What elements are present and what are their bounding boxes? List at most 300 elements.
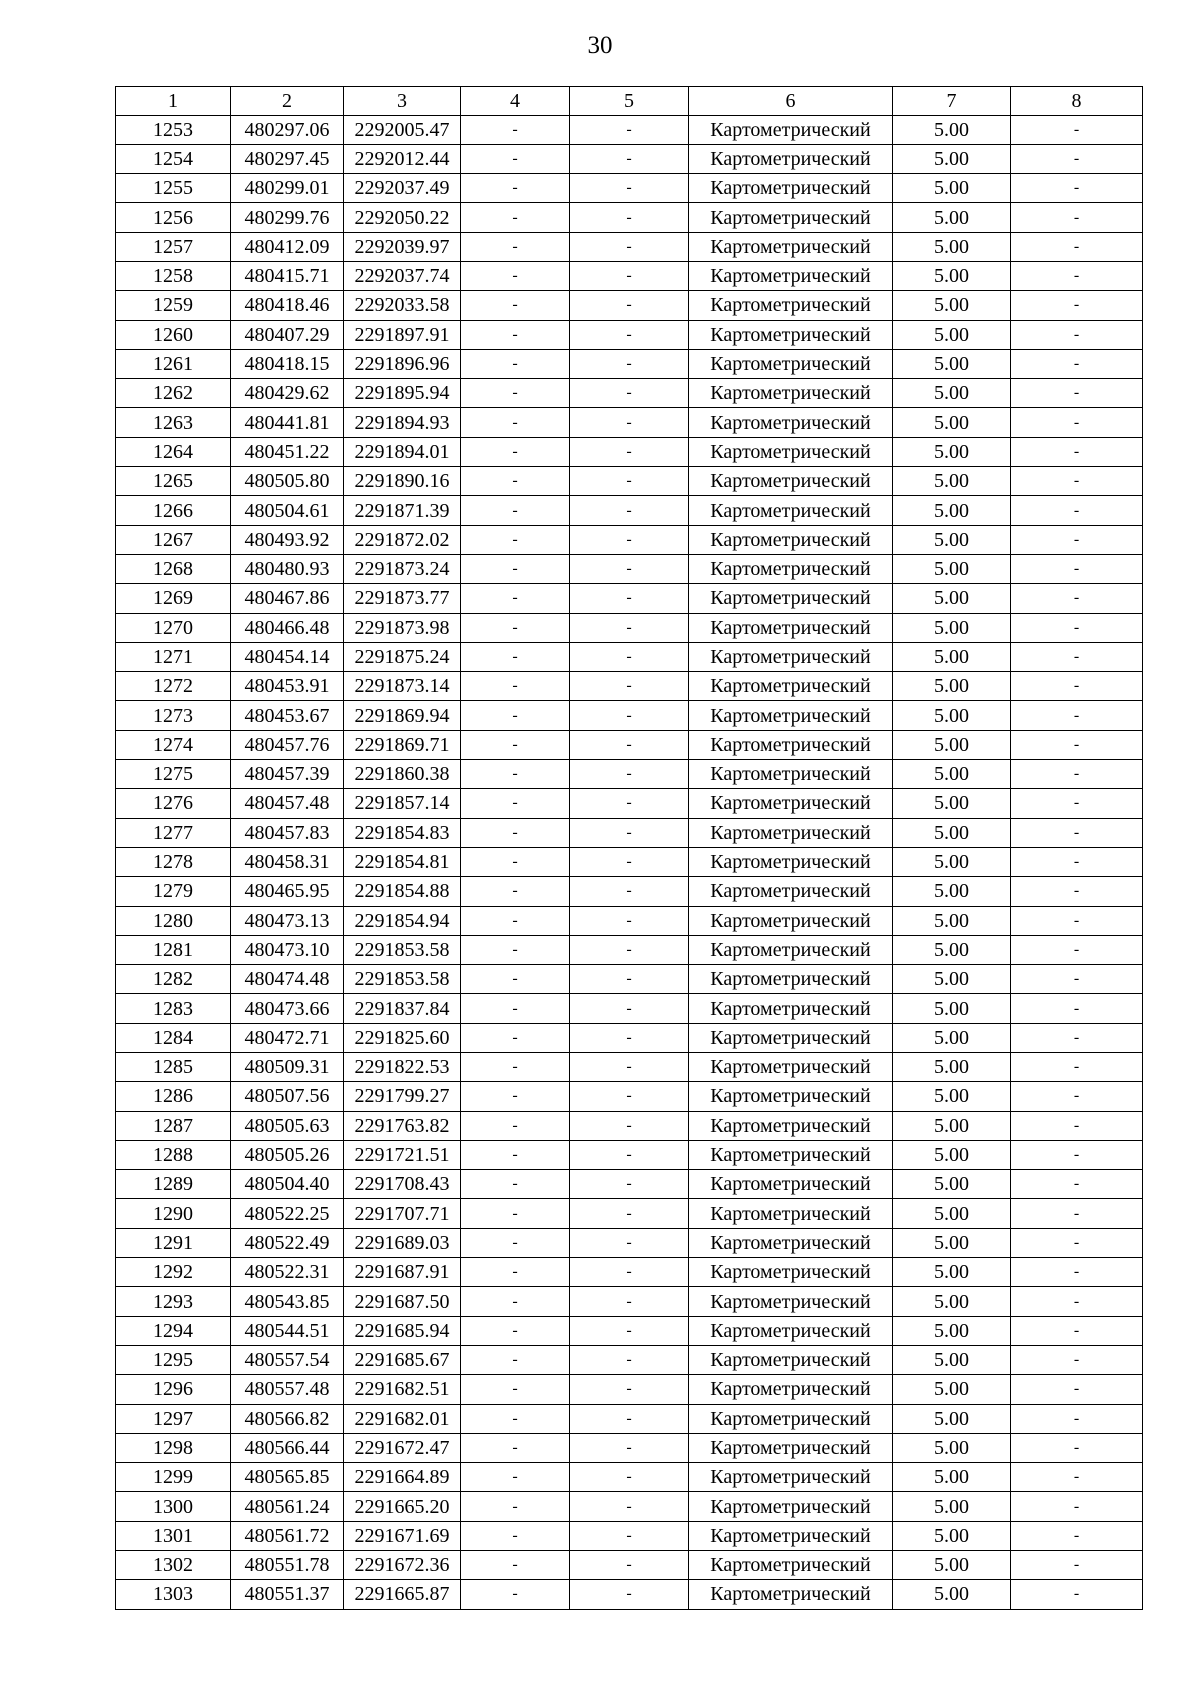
method-cell: Картометрический bbox=[689, 935, 893, 964]
table-row bbox=[116, 408, 1143, 437]
method-cell: Картометрический bbox=[689, 291, 893, 320]
column-8-cell: - bbox=[1011, 1463, 1143, 1492]
accuracy-cell: 5.00 bbox=[893, 144, 1011, 173]
point-number-cell: 1262 bbox=[116, 379, 231, 408]
column-5-cell: - bbox=[570, 232, 689, 261]
method-cell: Картометрический bbox=[689, 1580, 893, 1609]
accuracy-cell: 5.00 bbox=[893, 1375, 1011, 1404]
column-5-cell: - bbox=[570, 672, 689, 701]
column-8-cell: - bbox=[1011, 877, 1143, 906]
x-coordinate-cell: 480504.61 bbox=[231, 496, 344, 525]
accuracy-cell: 5.00 bbox=[893, 1287, 1011, 1316]
column-8-cell: - bbox=[1011, 408, 1143, 437]
accuracy-cell: 5.00 bbox=[893, 408, 1011, 437]
x-coordinate-cell: 480566.44 bbox=[231, 1433, 344, 1462]
y-coordinate-cell: 2291875.24 bbox=[344, 642, 461, 671]
x-coordinate-cell: 480472.71 bbox=[231, 1023, 344, 1052]
accuracy-cell: 5.00 bbox=[893, 349, 1011, 378]
table-row bbox=[116, 965, 1143, 994]
y-coordinate-cell: 2291825.60 bbox=[344, 1023, 461, 1052]
column-8-cell: - bbox=[1011, 1170, 1143, 1199]
column-4-cell: - bbox=[461, 291, 570, 320]
column-8-cell: - bbox=[1011, 584, 1143, 613]
column-4-cell: - bbox=[461, 437, 570, 466]
column-4-cell: - bbox=[461, 1082, 570, 1111]
accuracy-cell: 5.00 bbox=[893, 1521, 1011, 1550]
column-8-cell: - bbox=[1011, 701, 1143, 730]
column-5-cell: - bbox=[570, 379, 689, 408]
x-coordinate-cell: 480297.45 bbox=[231, 144, 344, 173]
accuracy-cell: 5.00 bbox=[893, 965, 1011, 994]
table-row bbox=[116, 613, 1143, 642]
method-cell: Картометрический bbox=[689, 1463, 893, 1492]
accuracy-cell: 5.00 bbox=[893, 437, 1011, 466]
x-coordinate-cell: 480457.76 bbox=[231, 730, 344, 759]
column-5-cell: - bbox=[570, 1170, 689, 1199]
y-coordinate-cell: 2291689.03 bbox=[344, 1228, 461, 1257]
y-coordinate-cell: 2291822.53 bbox=[344, 1053, 461, 1082]
x-coordinate-cell: 480509.31 bbox=[231, 1053, 344, 1082]
point-number-cell: 1285 bbox=[116, 1053, 231, 1082]
accuracy-cell: 5.00 bbox=[893, 174, 1011, 203]
column-8-cell: - bbox=[1011, 115, 1143, 144]
accuracy-cell: 5.00 bbox=[893, 847, 1011, 876]
y-coordinate-cell: 2291687.50 bbox=[344, 1287, 461, 1316]
column-8-cell: - bbox=[1011, 496, 1143, 525]
table-row bbox=[116, 994, 1143, 1023]
column-5-cell: - bbox=[570, 144, 689, 173]
table-row bbox=[116, 1199, 1143, 1228]
method-cell: Картометрический bbox=[689, 1316, 893, 1345]
point-number-cell: 1271 bbox=[116, 642, 231, 671]
y-coordinate-cell: 2291664.89 bbox=[344, 1463, 461, 1492]
column-5-cell: - bbox=[570, 1082, 689, 1111]
accuracy-cell: 5.00 bbox=[893, 467, 1011, 496]
y-coordinate-cell: 2291853.58 bbox=[344, 965, 461, 994]
column-8-cell: - bbox=[1011, 1287, 1143, 1316]
column-8-cell: - bbox=[1011, 1053, 1143, 1082]
column-5-cell: - bbox=[570, 261, 689, 290]
table-row bbox=[116, 730, 1143, 759]
point-number-cell: 1265 bbox=[116, 467, 231, 496]
method-cell: Картометрический bbox=[689, 1345, 893, 1374]
column-4-cell: - bbox=[461, 1228, 570, 1257]
method-cell: Картометрический bbox=[689, 1023, 893, 1052]
method-cell: Картометрический bbox=[689, 1053, 893, 1082]
column-4-cell: - bbox=[461, 232, 570, 261]
method-cell: Картометрический bbox=[689, 760, 893, 789]
point-number-cell: 1267 bbox=[116, 525, 231, 554]
point-number-cell: 1287 bbox=[116, 1111, 231, 1140]
table-row bbox=[116, 1111, 1143, 1140]
point-number-cell: 1291 bbox=[116, 1228, 231, 1257]
method-cell: Картометрический bbox=[689, 1404, 893, 1433]
point-number-cell: 1284 bbox=[116, 1023, 231, 1052]
column-8-cell: - bbox=[1011, 789, 1143, 818]
y-coordinate-cell: 2291857.14 bbox=[344, 789, 461, 818]
method-cell: Картометрический bbox=[689, 818, 893, 847]
table-row bbox=[116, 1521, 1143, 1550]
column-5-cell: - bbox=[570, 847, 689, 876]
point-number-cell: 1275 bbox=[116, 760, 231, 789]
x-coordinate-cell: 480441.81 bbox=[231, 408, 344, 437]
y-coordinate-cell: 2292037.49 bbox=[344, 174, 461, 203]
column-4-cell: - bbox=[461, 115, 570, 144]
column-8-cell: - bbox=[1011, 1023, 1143, 1052]
column-4-cell: - bbox=[461, 1521, 570, 1550]
table-row bbox=[116, 291, 1143, 320]
table-row bbox=[116, 906, 1143, 935]
method-cell: Картометрический bbox=[689, 144, 893, 173]
column-8-cell: - bbox=[1011, 818, 1143, 847]
column-4-cell: - bbox=[461, 1258, 570, 1287]
accuracy-cell: 5.00 bbox=[893, 642, 1011, 671]
column-4-cell: - bbox=[461, 144, 570, 173]
column-5-cell: - bbox=[570, 467, 689, 496]
accuracy-cell: 5.00 bbox=[893, 261, 1011, 290]
column-5-cell: - bbox=[570, 613, 689, 642]
point-number-cell: 1299 bbox=[116, 1463, 231, 1492]
method-cell: Картометрический bbox=[689, 584, 893, 613]
column-header-8: 8 bbox=[1011, 87, 1143, 116]
method-cell: Картометрический bbox=[689, 496, 893, 525]
x-coordinate-cell: 480551.37 bbox=[231, 1580, 344, 1609]
table-row bbox=[116, 1580, 1143, 1609]
accuracy-cell: 5.00 bbox=[893, 291, 1011, 320]
x-coordinate-cell: 480561.72 bbox=[231, 1521, 344, 1550]
column-header-1: 1 bbox=[116, 87, 231, 116]
table-row bbox=[116, 144, 1143, 173]
column-4-cell: - bbox=[461, 1404, 570, 1433]
point-number-cell: 1261 bbox=[116, 349, 231, 378]
table-row bbox=[116, 1551, 1143, 1580]
point-number-cell: 1255 bbox=[116, 174, 231, 203]
column-4-cell: - bbox=[461, 554, 570, 583]
column-4-cell: - bbox=[461, 1375, 570, 1404]
point-number-cell: 1297 bbox=[116, 1404, 231, 1433]
table-row bbox=[116, 115, 1143, 144]
column-8-cell: - bbox=[1011, 1258, 1143, 1287]
column-5-cell: - bbox=[570, 818, 689, 847]
method-cell: Картометрический bbox=[689, 1492, 893, 1521]
column-4-cell: - bbox=[461, 1140, 570, 1169]
table-row bbox=[116, 584, 1143, 613]
table-row bbox=[116, 1404, 1143, 1433]
accuracy-cell: 5.00 bbox=[893, 1170, 1011, 1199]
accuracy-cell: 5.00 bbox=[893, 1258, 1011, 1287]
table-row bbox=[116, 877, 1143, 906]
column-8-cell: - bbox=[1011, 906, 1143, 935]
column-8-cell: - bbox=[1011, 467, 1143, 496]
accuracy-cell: 5.00 bbox=[893, 1140, 1011, 1169]
x-coordinate-cell: 480565.85 bbox=[231, 1463, 344, 1492]
y-coordinate-cell: 2291672.36 bbox=[344, 1551, 461, 1580]
accuracy-cell: 5.00 bbox=[893, 320, 1011, 349]
x-coordinate-cell: 480457.83 bbox=[231, 818, 344, 847]
x-coordinate-cell: 480522.49 bbox=[231, 1228, 344, 1257]
point-number-cell: 1288 bbox=[116, 1140, 231, 1169]
table-row bbox=[116, 1287, 1143, 1316]
method-cell: Картометрический bbox=[689, 320, 893, 349]
accuracy-cell: 5.00 bbox=[893, 232, 1011, 261]
column-8-cell: - bbox=[1011, 1316, 1143, 1345]
point-number-cell: 1292 bbox=[116, 1258, 231, 1287]
column-4-cell: - bbox=[461, 1287, 570, 1316]
point-number-cell: 1301 bbox=[116, 1521, 231, 1550]
column-5-cell: - bbox=[570, 1521, 689, 1550]
table-row bbox=[116, 1258, 1143, 1287]
column-4-cell: - bbox=[461, 847, 570, 876]
y-coordinate-cell: 2291682.51 bbox=[344, 1375, 461, 1404]
column-8-cell: - bbox=[1011, 1492, 1143, 1521]
x-coordinate-cell: 480418.15 bbox=[231, 349, 344, 378]
column-4-cell: - bbox=[461, 613, 570, 642]
column-5-cell: - bbox=[570, 1580, 689, 1609]
column-8-cell: - bbox=[1011, 144, 1143, 173]
column-5-cell: - bbox=[570, 1053, 689, 1082]
column-4-cell: - bbox=[461, 906, 570, 935]
accuracy-cell: 5.00 bbox=[893, 760, 1011, 789]
x-coordinate-cell: 480480.93 bbox=[231, 554, 344, 583]
method-cell: Картометрический bbox=[689, 877, 893, 906]
x-coordinate-cell: 480557.48 bbox=[231, 1375, 344, 1404]
table-row bbox=[116, 1433, 1143, 1462]
column-5-cell: - bbox=[570, 994, 689, 1023]
accuracy-cell: 5.00 bbox=[893, 115, 1011, 144]
y-coordinate-cell: 2291672.47 bbox=[344, 1433, 461, 1462]
method-cell: Картометрический bbox=[689, 1170, 893, 1199]
column-8-cell: - bbox=[1011, 730, 1143, 759]
column-4-cell: - bbox=[461, 1023, 570, 1052]
method-cell: Картометрический bbox=[689, 1521, 893, 1550]
point-number-cell: 1270 bbox=[116, 613, 231, 642]
accuracy-cell: 5.00 bbox=[893, 554, 1011, 583]
column-8-cell: - bbox=[1011, 994, 1143, 1023]
column-5-cell: - bbox=[570, 965, 689, 994]
accuracy-cell: 5.00 bbox=[893, 379, 1011, 408]
x-coordinate-cell: 480429.62 bbox=[231, 379, 344, 408]
column-8-cell: - bbox=[1011, 1082, 1143, 1111]
method-cell: Картометрический bbox=[689, 1199, 893, 1228]
point-number-cell: 1293 bbox=[116, 1287, 231, 1316]
column-5-cell: - bbox=[570, 789, 689, 818]
y-coordinate-cell: 2292050.22 bbox=[344, 203, 461, 232]
point-number-cell: 1282 bbox=[116, 965, 231, 994]
point-number-cell: 1279 bbox=[116, 877, 231, 906]
table-row bbox=[116, 437, 1143, 466]
table-row bbox=[116, 818, 1143, 847]
method-cell: Картометрический bbox=[689, 174, 893, 203]
table-row bbox=[116, 935, 1143, 964]
x-coordinate-cell: 480544.51 bbox=[231, 1316, 344, 1345]
column-5-cell: - bbox=[570, 174, 689, 203]
column-5-cell: - bbox=[570, 906, 689, 935]
table-row bbox=[116, 232, 1143, 261]
accuracy-cell: 5.00 bbox=[893, 1433, 1011, 1462]
column-header-6: 6 bbox=[689, 87, 893, 116]
method-cell: Картометрический bbox=[689, 1111, 893, 1140]
column-5-cell: - bbox=[570, 1345, 689, 1374]
y-coordinate-cell: 2291685.94 bbox=[344, 1316, 461, 1345]
accuracy-cell: 5.00 bbox=[893, 1316, 1011, 1345]
x-coordinate-cell: 480454.14 bbox=[231, 642, 344, 671]
column-8-cell: - bbox=[1011, 379, 1143, 408]
column-8-cell: - bbox=[1011, 1375, 1143, 1404]
table-row bbox=[116, 1463, 1143, 1492]
table-row bbox=[116, 1375, 1143, 1404]
column-8-cell: - bbox=[1011, 1521, 1143, 1550]
column-5-cell: - bbox=[570, 1551, 689, 1580]
x-coordinate-cell: 480466.48 bbox=[231, 613, 344, 642]
column-8-cell: - bbox=[1011, 437, 1143, 466]
column-4-cell: - bbox=[461, 701, 570, 730]
y-coordinate-cell: 2291894.01 bbox=[344, 437, 461, 466]
x-coordinate-cell: 480457.39 bbox=[231, 760, 344, 789]
table-row bbox=[116, 554, 1143, 583]
y-coordinate-cell: 2291854.83 bbox=[344, 818, 461, 847]
method-cell: Картометрический bbox=[689, 730, 893, 759]
point-number-cell: 1260 bbox=[116, 320, 231, 349]
column-8-cell: - bbox=[1011, 349, 1143, 378]
column-4-cell: - bbox=[461, 1580, 570, 1609]
column-4-cell: - bbox=[461, 965, 570, 994]
y-coordinate-cell: 2292037.74 bbox=[344, 261, 461, 290]
column-8-cell: - bbox=[1011, 554, 1143, 583]
y-coordinate-cell: 2291890.16 bbox=[344, 467, 461, 496]
y-coordinate-cell: 2291869.94 bbox=[344, 701, 461, 730]
table-row bbox=[116, 1082, 1143, 1111]
column-5-cell: - bbox=[570, 730, 689, 759]
column-4-cell: - bbox=[461, 584, 570, 613]
x-coordinate-cell: 480453.67 bbox=[231, 701, 344, 730]
column-5-cell: - bbox=[570, 1140, 689, 1169]
column-4-cell: - bbox=[461, 1433, 570, 1462]
column-4-cell: - bbox=[461, 525, 570, 554]
column-8-cell: - bbox=[1011, 1433, 1143, 1462]
x-coordinate-cell: 480566.82 bbox=[231, 1404, 344, 1433]
method-cell: Картометрический bbox=[689, 1287, 893, 1316]
column-5-cell: - bbox=[570, 115, 689, 144]
method-cell: Картометрический bbox=[689, 1228, 893, 1257]
y-coordinate-cell: 2291721.51 bbox=[344, 1140, 461, 1169]
table-row bbox=[116, 174, 1143, 203]
accuracy-cell: 5.00 bbox=[893, 613, 1011, 642]
y-coordinate-cell: 2291837.84 bbox=[344, 994, 461, 1023]
method-cell: Картометрический bbox=[689, 525, 893, 554]
column-5-cell: - bbox=[570, 1199, 689, 1228]
y-coordinate-cell: 2291682.01 bbox=[344, 1404, 461, 1433]
x-coordinate-cell: 480473.66 bbox=[231, 994, 344, 1023]
column-8-cell: - bbox=[1011, 1228, 1143, 1257]
accuracy-cell: 5.00 bbox=[893, 1551, 1011, 1580]
y-coordinate-cell: 2291763.82 bbox=[344, 1111, 461, 1140]
point-number-cell: 1256 bbox=[116, 203, 231, 232]
method-cell: Картометрический bbox=[689, 701, 893, 730]
y-coordinate-cell: 2291854.81 bbox=[344, 847, 461, 876]
point-number-cell: 1295 bbox=[116, 1345, 231, 1374]
point-number-cell: 1273 bbox=[116, 701, 231, 730]
point-number-cell: 1259 bbox=[116, 291, 231, 320]
column-8-cell: - bbox=[1011, 320, 1143, 349]
column-4-cell: - bbox=[461, 1551, 570, 1580]
x-coordinate-cell: 480407.29 bbox=[231, 320, 344, 349]
column-4-cell: - bbox=[461, 935, 570, 964]
table-row bbox=[116, 1053, 1143, 1082]
column-4-cell: - bbox=[461, 1345, 570, 1374]
column-5-cell: - bbox=[570, 408, 689, 437]
method-cell: Картометрический bbox=[689, 789, 893, 818]
y-coordinate-cell: 2291873.98 bbox=[344, 613, 461, 642]
column-4-cell: - bbox=[461, 1199, 570, 1228]
method-cell: Картометрический bbox=[689, 349, 893, 378]
accuracy-cell: 5.00 bbox=[893, 1580, 1011, 1609]
accuracy-cell: 5.00 bbox=[893, 203, 1011, 232]
x-coordinate-cell: 480522.31 bbox=[231, 1258, 344, 1287]
y-coordinate-cell: 2292039.97 bbox=[344, 232, 461, 261]
column-5-cell: - bbox=[570, 291, 689, 320]
method-cell: Картометрический bbox=[689, 1375, 893, 1404]
y-coordinate-cell: 2291871.39 bbox=[344, 496, 461, 525]
method-cell: Картометрический bbox=[689, 554, 893, 583]
column-8-cell: - bbox=[1011, 1199, 1143, 1228]
table-row bbox=[116, 1023, 1143, 1052]
y-coordinate-cell: 2291687.91 bbox=[344, 1258, 461, 1287]
accuracy-cell: 5.00 bbox=[893, 730, 1011, 759]
column-4-cell: - bbox=[461, 261, 570, 290]
point-number-cell: 1253 bbox=[116, 115, 231, 144]
x-coordinate-cell: 480451.22 bbox=[231, 437, 344, 466]
column-4-cell: - bbox=[461, 467, 570, 496]
column-5-cell: - bbox=[570, 642, 689, 671]
point-number-cell: 1277 bbox=[116, 818, 231, 847]
x-coordinate-cell: 480504.40 bbox=[231, 1170, 344, 1199]
method-cell: Картометрический bbox=[689, 1140, 893, 1169]
accuracy-cell: 5.00 bbox=[893, 496, 1011, 525]
method-cell: Картометрический bbox=[689, 1258, 893, 1287]
accuracy-cell: 5.00 bbox=[893, 906, 1011, 935]
point-number-cell: 1289 bbox=[116, 1170, 231, 1199]
table-row bbox=[116, 1170, 1143, 1199]
accuracy-cell: 5.00 bbox=[893, 701, 1011, 730]
table-row bbox=[116, 701, 1143, 730]
y-coordinate-cell: 2292005.47 bbox=[344, 115, 461, 144]
column-header-4: 4 bbox=[461, 87, 570, 116]
x-coordinate-cell: 480453.91 bbox=[231, 672, 344, 701]
column-5-cell: - bbox=[570, 1433, 689, 1462]
column-4-cell: - bbox=[461, 642, 570, 671]
accuracy-cell: 5.00 bbox=[893, 935, 1011, 964]
x-coordinate-cell: 480551.78 bbox=[231, 1551, 344, 1580]
accuracy-cell: 5.00 bbox=[893, 672, 1011, 701]
column-8-cell: - bbox=[1011, 1580, 1143, 1609]
column-5-cell: - bbox=[570, 437, 689, 466]
point-number-cell: 1274 bbox=[116, 730, 231, 759]
column-8-cell: - bbox=[1011, 525, 1143, 554]
table-row bbox=[116, 349, 1143, 378]
column-8-cell: - bbox=[1011, 760, 1143, 789]
x-coordinate-cell: 480473.10 bbox=[231, 935, 344, 964]
column-5-cell: - bbox=[570, 1023, 689, 1052]
column-4-cell: - bbox=[461, 789, 570, 818]
y-coordinate-cell: 2292033.58 bbox=[344, 291, 461, 320]
method-cell: Картометрический bbox=[689, 613, 893, 642]
y-coordinate-cell: 2291873.24 bbox=[344, 554, 461, 583]
column-4-cell: - bbox=[461, 760, 570, 789]
point-number-cell: 1298 bbox=[116, 1433, 231, 1462]
table-row bbox=[116, 1316, 1143, 1345]
column-5-cell: - bbox=[570, 701, 689, 730]
y-coordinate-cell: 2291665.87 bbox=[344, 1580, 461, 1609]
